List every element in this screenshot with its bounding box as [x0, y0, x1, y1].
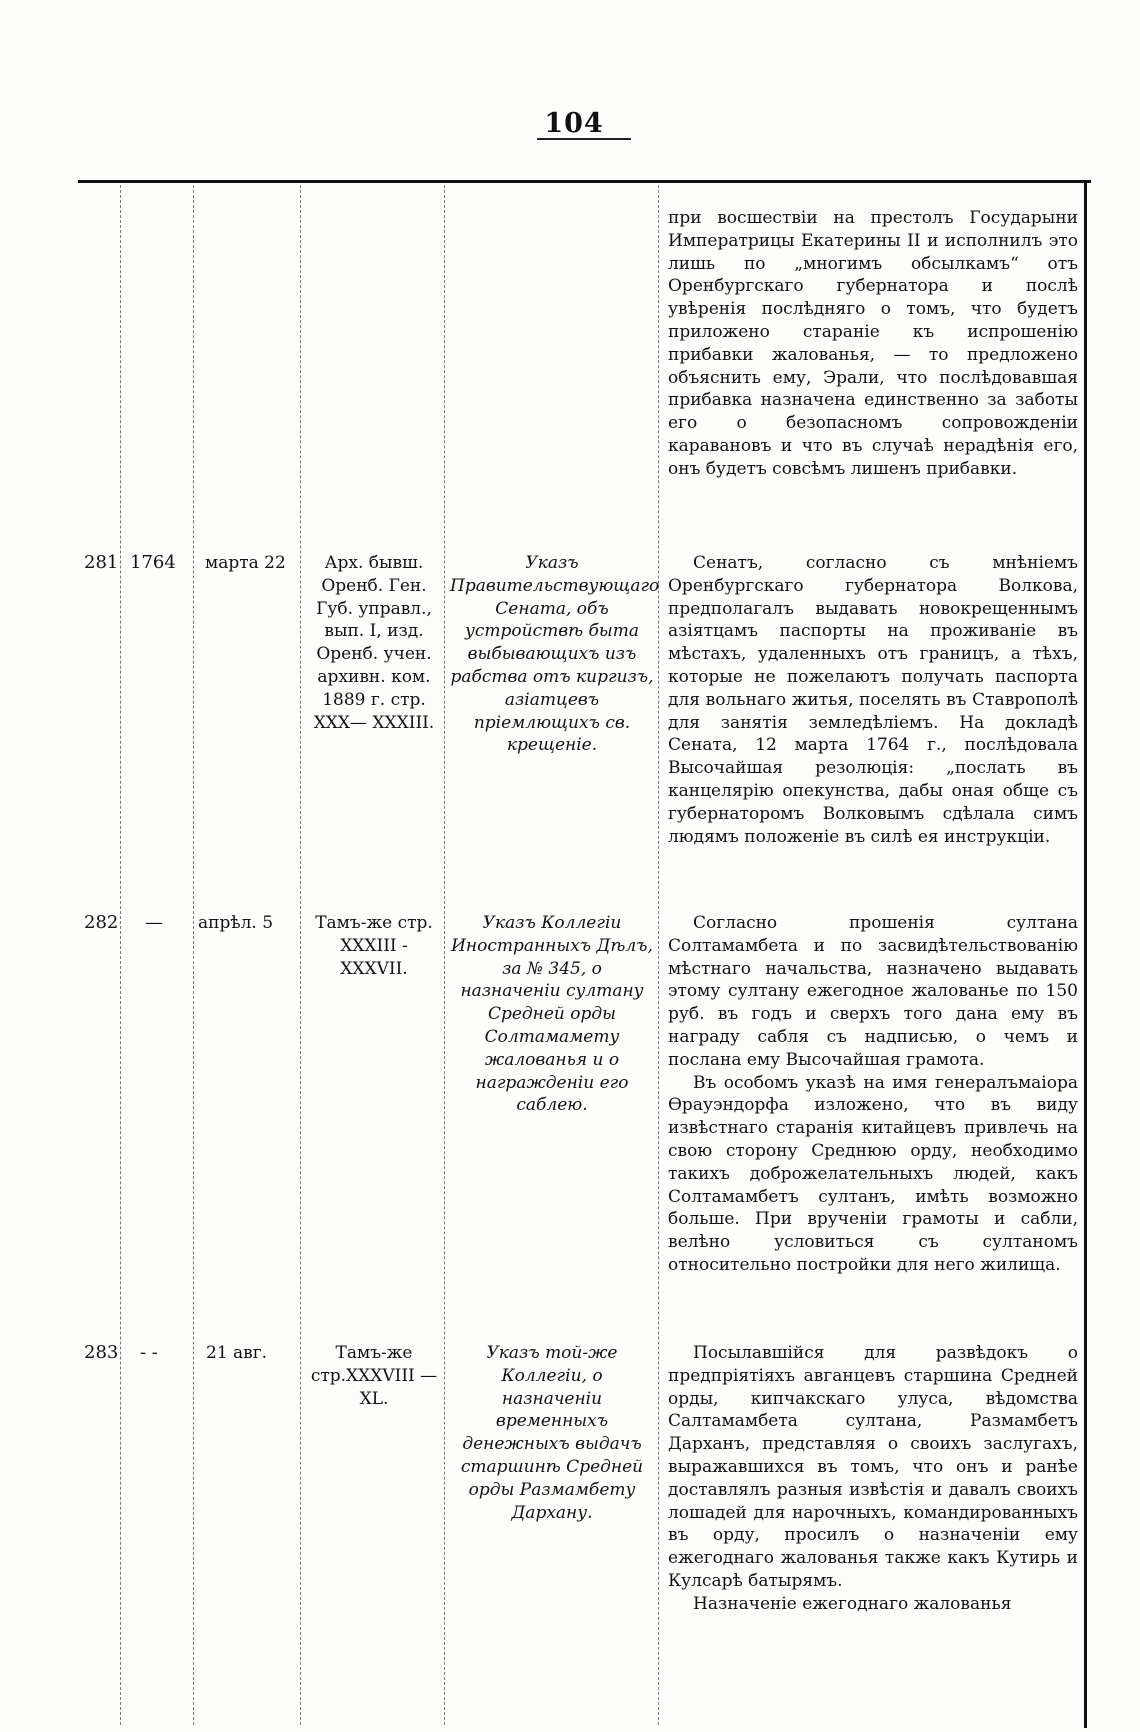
column-divider-1 — [120, 185, 121, 1725]
entry-date: апрѣл. 5 — [198, 913, 274, 933]
page-number: 104 — [544, 108, 604, 139]
entry-document: Указъ той-же Коллегіи, о назначеніи временныхъ денежныхъ выдачъ старшинѣ Средней орды Размамбету Дархану. — [460, 1343, 644, 1523]
entry-date: марта 22 — [205, 553, 286, 573]
entry-source: Тамъ-же стр.XXXVIII —XL. — [310, 1343, 438, 1409]
column-divider-right — [1084, 183, 1087, 1728]
entry-source: Арх. бывш. Оренб. Ген. Губ. управл., вып. I, изд. Оренб. учен. архивн. ком. 1889 г. стр. XXX— XXXIII. — [313, 553, 435, 733]
content-paragraph: Назначеніе ежегоднаго жалованья — [693, 1593, 1012, 1614]
content-paragraph: Согласно прошенія султана Солтамамбета и по засвидѣтельствованію мѣстнаго начальства, назначено выдавать этому султану ежегодное жалованье по 150 руб. въ годъ и сверхъ того дана ему въ награду сабля съ надписью, о чемъ и послана ему Высочайшая грамота. — [668, 913, 1078, 1070]
entry-content — [668, 1342, 1078, 1616]
entry-number: 283 — [84, 1342, 119, 1363]
entry-source: Тамъ-же стр. XXXIII - XXXVII. — [315, 913, 433, 979]
page-number-underline — [537, 138, 631, 140]
column-divider-4 — [444, 185, 445, 1725]
entry-document: Указъ Коллегіи Иностранныхъ Дѣлъ, за № 345, о назначеніи султану Средней орды Солтамамету жалованья и о награжденіи его саблею. — [451, 913, 653, 1116]
entry-year: - - — [140, 1342, 158, 1363]
entry-year: 1764 — [130, 552, 176, 573]
content-paragraph: Въ особомъ указѣ на имя генералъмаіора Ѳрауэндорфа изложено, что въ виду извѣстнаго старанія китайцевъ привлечь на свою сторону Среднюю орду, необходимо такихъ доброжелательныхъ людей, какъ Солтамамбетъ султанъ, имѣть возможно больше. При врученіи грамоты и сабли, велѣно условиться съ султаномъ относительно постройки для него жилища. — [668, 1072, 1078, 1275]
entry-document: Указъ Правительствующаго Сената, объ устройствѣ быта выбывающихъ изъ рабства отъ киргизъ, азіатцевъ пріемлющихъ св. крещеніе. — [450, 553, 660, 756]
column-divider-3 — [300, 185, 301, 1725]
entry-date: 21 авг. — [206, 1343, 268, 1363]
continuation-text: при восшествіи на престолъ Государыни Императрицы Екатерины II и исполнилъ это лишь по „многимъ обсылкамъ“ отъ Оренбургскаго губернатора и послѣ увѣренія послѣдняго о томъ, что будетъ приложено стараніе къ испрошенію прибавки жалованья, — то предложено объяснить ему, Эрали, что послѣдовавшая прибавка назначена единственно за заботы его о безопасномъ сопровожденіи каравановъ и что въ случаѣ нерадѣнія его, онъ будетъ совсѣмъ лишенъ прибавки. — [668, 208, 1078, 479]
entry-content — [668, 912, 1078, 1277]
entry-number: 281 — [84, 552, 119, 573]
entry-number: 282 — [84, 912, 119, 933]
entry-content — [668, 552, 1078, 848]
content-paragraph: Посылавшійся для развѣдокъ о предпріятіяхъ авганцевъ старшина Средней орды, кипчакскаго улуса, вѣдомства Салтамамбета султана, Размамбетъ Дарханъ, представляя о своихъ заслугахъ, выражавшихся въ томъ, что онъ и ранѣе доставлялъ разныя извѣстія и давалъ своихъ лошадей для нарочныхъ, командированныхъ въ орду, просилъ о назначеніи ему ежегоднаго жалованья также какъ Кутирь и Кулсарѣ батырямъ. — [668, 1343, 1078, 1591]
column-divider-5 — [658, 185, 659, 1725]
column-divider-2 — [193, 185, 194, 1725]
table-top-rule — [78, 180, 1091, 183]
entry-year: — — [145, 912, 163, 933]
content-paragraph: Сенатъ, согласно съ мнѣніемъ Оренбургскаго губернатора Волкова, предполагалъ выдавать новокрещеннымъ азіятцамъ паспорты на проживаніе въ мѣстахъ, удаленныхъ отъ границъ, а тѣхъ, которые не пожелаютъ получать паспорта для вольнаго житья, поселять въ Ставрополѣ для занятія земледѣліемъ. На докладѣ Сената, 12 марта 1764 г., послѣдовала Высочайшая резолюція: „послать въ канцелярію опекунства, дабы оная обще съ губернаторомъ Волковымъ сдѣлала симъ людямъ положеніе въ силѣ ея инструкціи. — [668, 553, 1078, 847]
